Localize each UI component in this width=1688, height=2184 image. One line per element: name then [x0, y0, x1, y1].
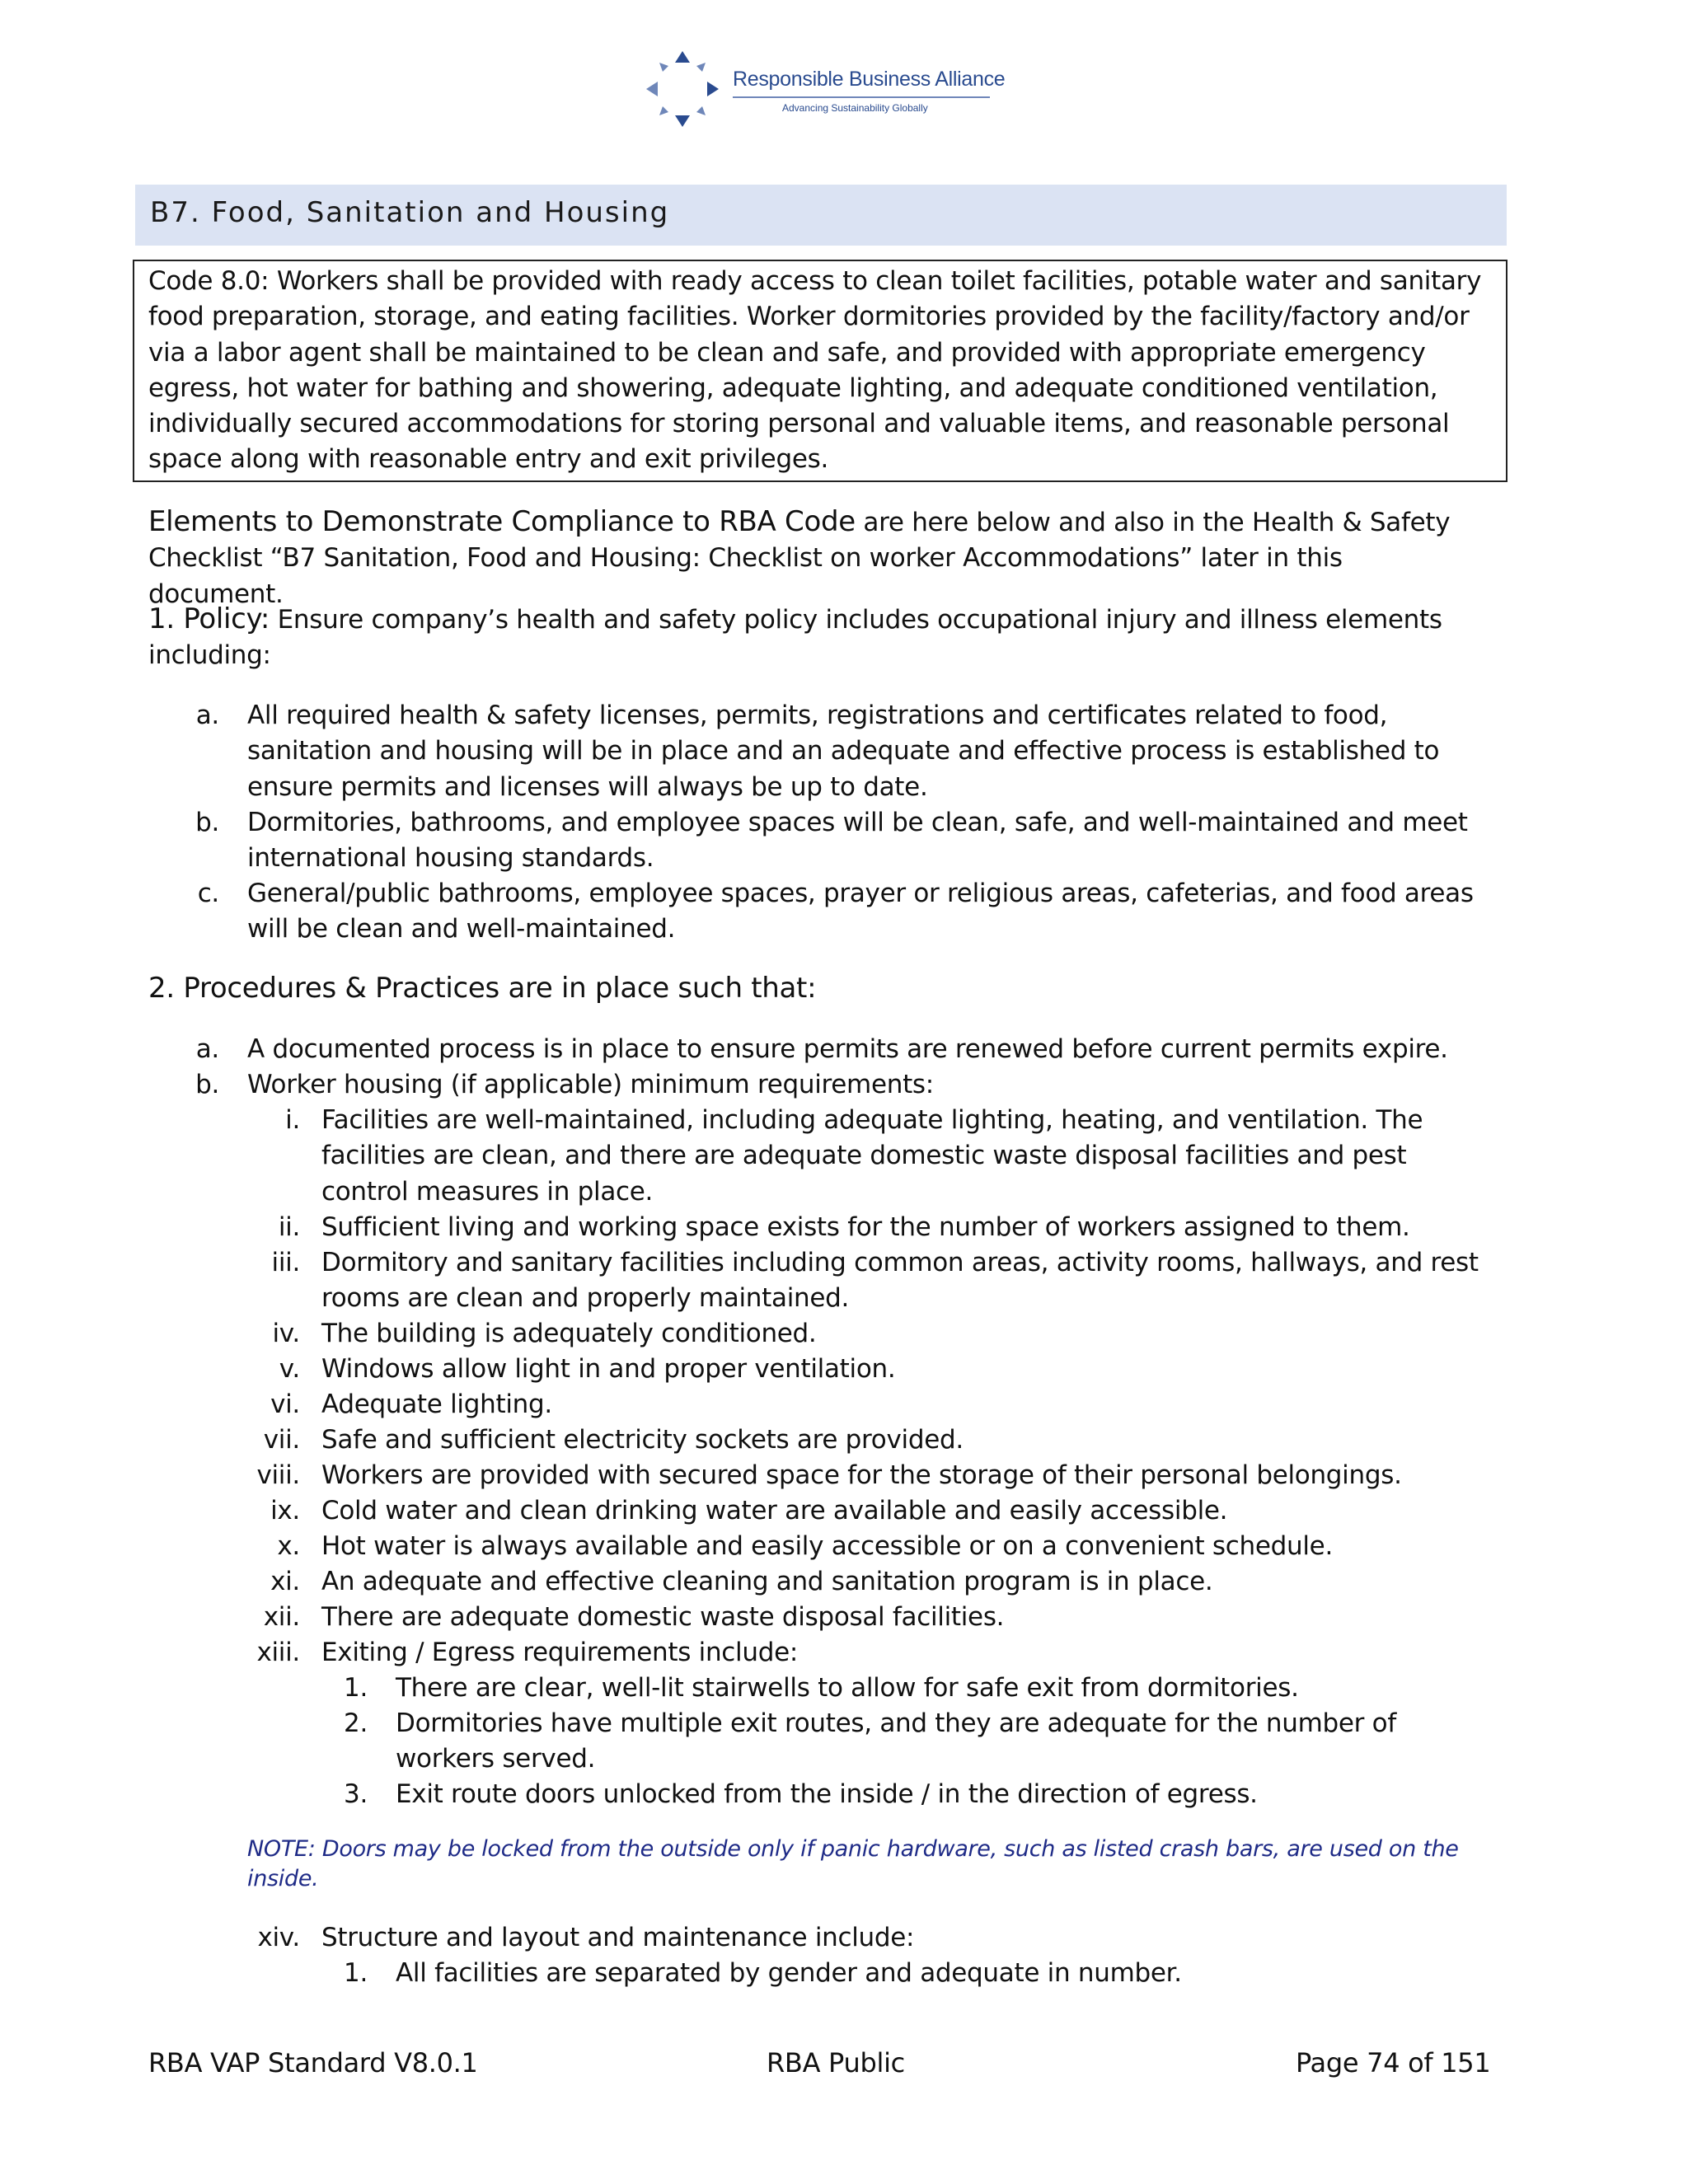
note-text: NOTE: Doors may be locked from the outside only if panic hardware, such as listed crash bars, are used on the inside.	[247, 1836, 1459, 1891]
policy-paragraph	[148, 602, 1484, 674]
rba-logo	[643, 48, 1006, 135]
logo-tagline: Advancing Sustainability Globally	[782, 102, 928, 114]
rba-compass-icon	[643, 48, 722, 130]
elements-lead: Elements to Demonstrate Compliance to RBA Code	[148, 505, 856, 538]
footer-center: RBA Public	[767, 2047, 905, 2079]
policy-text: Ensure company’s health and safety policy includes occupational injury and illness elements including:	[148, 605, 1442, 671]
code-text: Code 8.0: Workers shall be provided with ready access to clean toilet facilities, potable water and sanitary food preparation, storage, and eating facilities. Worker dormitories provided by the facility/factory and/or via a labor agent shall be maintained to be clean and safe, and provided with appropriate emergency egress, hot water for bathing and showering, adequate lighting, and adequate conditioned ventilation, individually secured accommodations for storing personal and valuable items, and reasonable personal space along with reasonable entry and exit privileges.	[148, 266, 1482, 475]
section-title: B7. Food, Sanitation and Housing	[150, 196, 670, 229]
footer-left: RBA VAP Standard V8.0.1	[148, 2047, 478, 2079]
logo-divider	[733, 96, 990, 98]
elements-paragraph	[148, 504, 1484, 612]
footer-page-number: Page 74 of 151	[1296, 2047, 1491, 2079]
procedures-heading: 2. Procedures & Practices are in place such that:	[148, 972, 817, 1005]
elements-text: are here below and also in the Health & Safety Checklist “B7 Sanitation, Food and Housing: Checklist on worker Accommodations” later in this document.	[148, 508, 1451, 609]
policy-lead: 1. Policy:	[148, 602, 270, 635]
logo-name: Responsible Business Alliance	[733, 68, 1006, 91]
